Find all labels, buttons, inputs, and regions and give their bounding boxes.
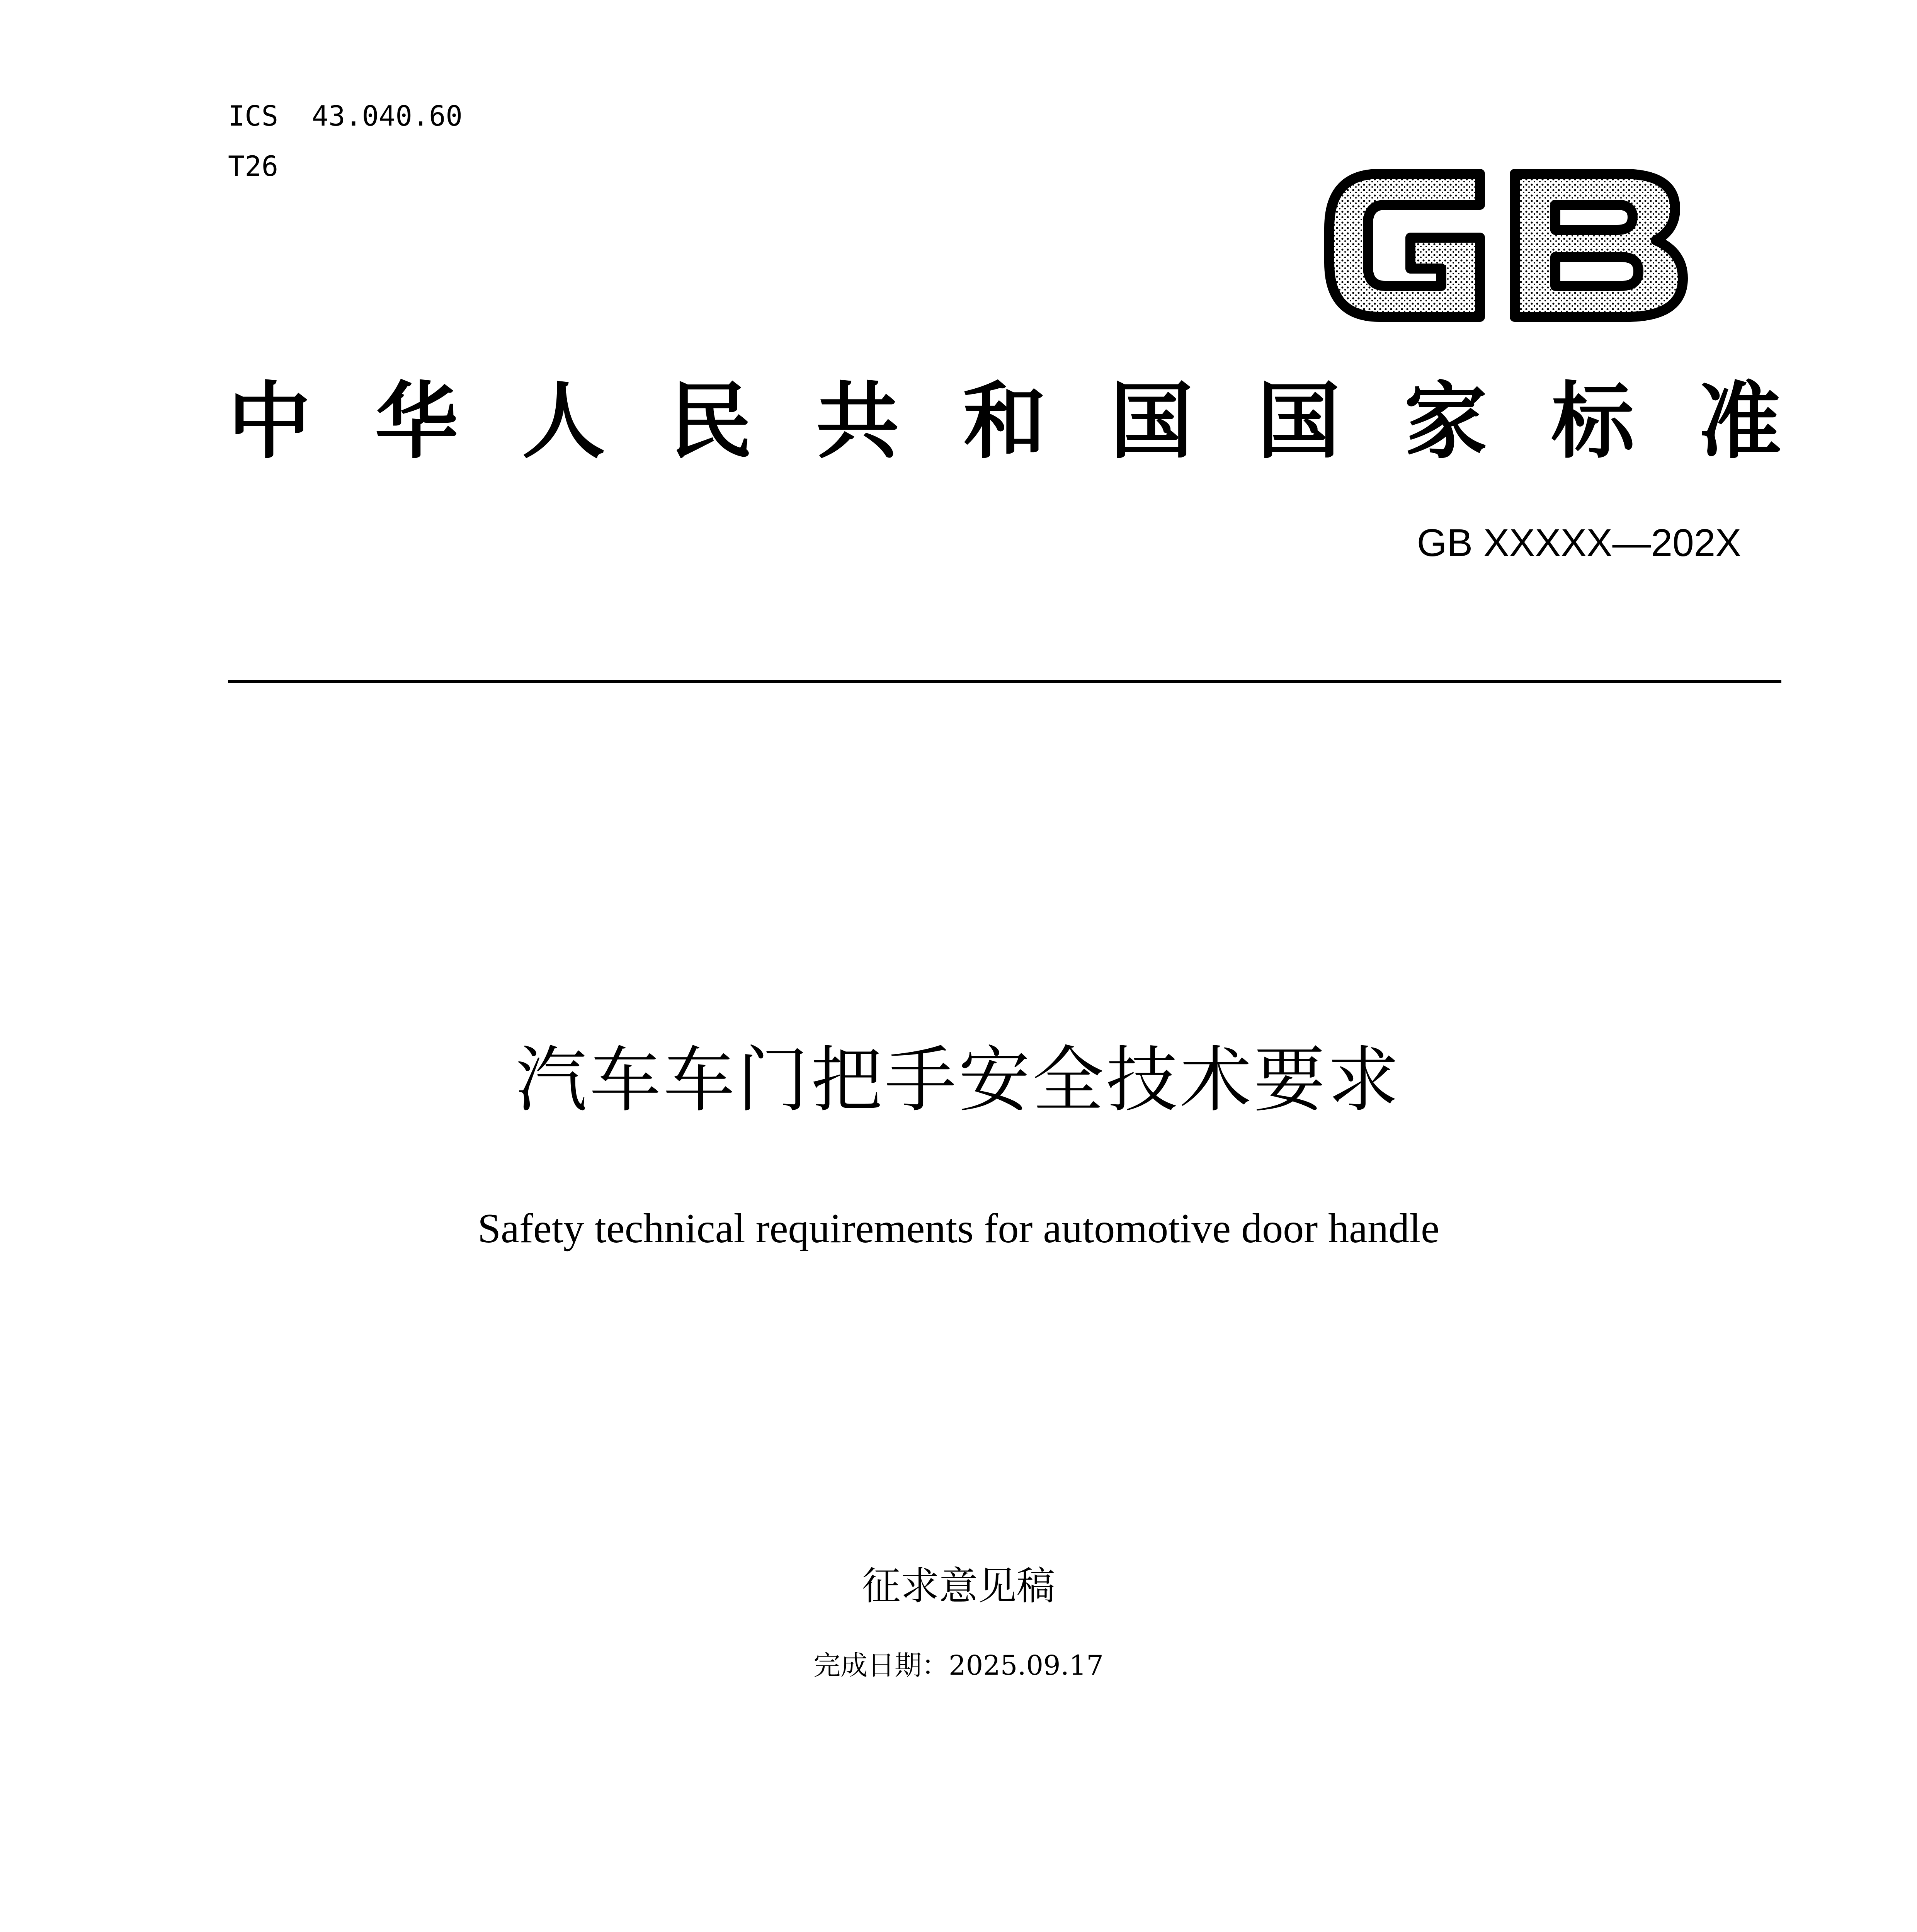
standard-type-char: 家 xyxy=(1404,372,1487,470)
standard-type-char: 中 xyxy=(228,372,311,470)
standard-type-char: 民 xyxy=(669,372,752,470)
standard-type-char: 华 xyxy=(375,372,458,470)
header-divider xyxy=(228,680,1781,683)
gb-logo-icon xyxy=(1314,151,1700,340)
standard-type-char: 共 xyxy=(816,372,899,470)
standard-type-heading xyxy=(228,371,1781,471)
document-title-english: Safety technical requirements for automotive door handle xyxy=(477,1206,1440,1252)
completion-date: 完成日期：2025.09.17 xyxy=(813,1650,1104,1681)
standard-type-char: 国 xyxy=(1110,372,1193,470)
standard-number: GB XXXXX—202X xyxy=(1417,521,1741,565)
ics-code: ICS 43.040.60 xyxy=(228,100,463,132)
standard-type-char: 和 xyxy=(963,372,1046,470)
classification-code: T26 xyxy=(228,150,279,182)
draft-stage-label: 征求意见稿 xyxy=(862,1563,1055,1609)
standard-type-char: 人 xyxy=(522,372,605,470)
standard-type-char: 准 xyxy=(1698,372,1781,470)
standard-type-char: 标 xyxy=(1551,372,1635,470)
standard-type-char: 国 xyxy=(1257,372,1340,470)
document-title-chinese: 汽车车门把手安全技术要求 xyxy=(515,1038,1402,1122)
